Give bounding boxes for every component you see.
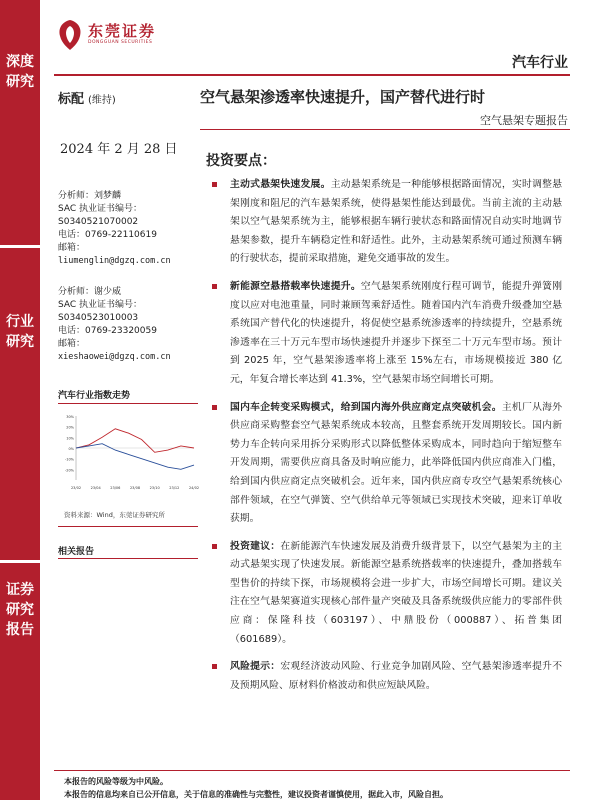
key-point [210, 278, 562, 390]
bullet-square-icon [212, 405, 217, 410]
footer-divider [54, 770, 570, 771]
report-subtitle: 空气悬架专题报告 [480, 114, 568, 127]
chart-title: 汽车行业指数走势 [58, 391, 131, 401]
sidebar-separator [0, 245, 40, 248]
analyst-sac-label: SAC 执业证书编号： [58, 300, 143, 310]
x-tick-label: 23/04 [90, 486, 101, 490]
rating-note: (维持) [88, 95, 116, 106]
company-logo [54, 18, 174, 54]
key-point-heading: 主动式悬架快速发展。 [230, 179, 331, 190]
footer-risk-level: 本报告的风险等级为中风险。 [64, 777, 168, 786]
analyst-column [58, 190, 198, 382]
key-point [210, 538, 562, 650]
key-points-list [210, 176, 562, 704]
sidebar-label-industry-research: 行业研究 [6, 314, 34, 350]
related-divider [58, 558, 198, 559]
analyst-sac: S0340521070002 [58, 217, 139, 227]
y-tick-label: 0% [68, 447, 74, 451]
key-point [210, 176, 562, 269]
footer-disclaimer: 本报告的信息均来自已公开信息，关于信息的准确性与完整性，建议投资者谨慎使用，据此入市，风险自担。 [64, 790, 448, 799]
analyst-phone: 电话：0769-22110619 [58, 230, 157, 240]
analyst-email-label: 邮箱： [58, 243, 86, 253]
x-tick-label: 23/10 [149, 486, 160, 490]
key-point-body: 宏观经济波动风险、行业竞争加剧风险、空气悬架渗透率提升不及预期风险、原材料价格波动和供应短缺风险。 [230, 661, 563, 691]
sidebar-label-deep-research: 深度研究 [6, 54, 34, 90]
rating-value: 标配 [58, 92, 85, 107]
section-title: 投资要点： [206, 153, 276, 169]
subtitle-divider [200, 129, 570, 130]
key-point-heading: 国内车企转变采购模式，给到国内海外供应商定点突破机会。 [230, 401, 502, 413]
analyst-email-label: 邮箱： [58, 339, 86, 349]
y-tick-label: 20% [66, 425, 74, 430]
key-point [210, 399, 562, 529]
y-tick-label: 30% [66, 415, 74, 419]
sidebar-separator [0, 560, 40, 563]
logo-emblem-icon [54, 18, 86, 52]
x-tick-label: 23/08 [129, 486, 141, 490]
x-tick-label: 24/02 [188, 486, 200, 490]
y-tick-label: 10% [66, 436, 74, 441]
chart-bottom-divider [58, 526, 198, 527]
key-point-heading: 新能源空悬搭载率快速提升。 [230, 280, 361, 292]
related-reports-title: 相关报告 [58, 547, 95, 557]
bullet-square-icon [212, 182, 217, 187]
analyst-card [58, 286, 198, 364]
analyst-email[interactable]: xieshaowei@dgzq.com.cn [58, 352, 171, 362]
logo-text-en: DONGGUAN SECURITIES [88, 40, 153, 45]
rating [58, 88, 116, 107]
y-tick-label: -20% [64, 468, 74, 473]
key-point-heading: 风险提示： [230, 661, 281, 673]
bullet-square-icon [212, 544, 217, 549]
x-tick-label: 23/12 [169, 486, 180, 490]
key-point [210, 658, 562, 695]
analyst-sac: S0340523010003 [58, 313, 139, 323]
analyst-name: 分析师：谢少威 [58, 287, 122, 297]
logo-text-cn: 东莞证券 [88, 22, 157, 40]
series-line-汽车 [76, 429, 194, 453]
x-tick-label: 23/06 [110, 486, 121, 490]
bullet-square-icon [212, 664, 217, 669]
report-date: 2024 年 2 月 28 日 [60, 142, 178, 157]
analyst-email[interactable]: liumenglin@dgzq.com.cn [58, 256, 171, 266]
x-tick-label: 23/02 [70, 486, 82, 490]
analyst-name: 分析师：刘梦麟 [58, 191, 122, 201]
industry-label: 汽车行业 [512, 55, 568, 71]
bullet-square-icon [212, 284, 217, 289]
index-trend-chart [58, 412, 198, 492]
sidebar-label-securities-report: 证券研究报告 [6, 582, 34, 638]
chart-source: 资料来源：Wind，东莞证券研究所 [64, 511, 165, 519]
chart-divider [58, 403, 198, 404]
y-tick-label: -10% [64, 457, 74, 462]
analyst-card [58, 190, 198, 268]
key-point-body: 在新能源汽车快速发展及消费升级背景下，以空气悬架为主的主动式悬架实现了快速发展。新能源空悬系统搭载率的快速提升，叠加搭载车型售价的持续下探，市场规模将会进一步扩大，市场空间增长可期。建议关注在空气悬架赛道实现核心部件量产突破及具备系统级供应能力的零部件供应商：保隆科技（603197）、中鼎股份（000887）、拓普集团（601689）。 [230, 540, 563, 645]
key-point-body: 空气悬架系统刚度行程可调节，能提升弹簧刚度以应对电池重量，同时兼顾驾乘舒适性。随着国内汽车消费升级叠加空悬系统国产替代化的快速提升，将促使空悬系统渗透率的持续提升，空悬系统渗透率在三十万元车型市场快速提升并逐步下探至二十万元车型市场。预计到 2025 年，空气悬架渗透率将上涨至 15%左右，市场规模接近 380 亿元，年复合增长率达到 41.3%，空气悬架市场空间增长可期。 [230, 280, 563, 385]
key-point-heading: 投资建议： [230, 540, 281, 552]
key-point-body: 主动悬架系统是一种能够根据路面情况，实时调整悬架刚度和阻尼的汽车悬架系统，使得悬架性能达到最优。当前主流的主动悬架以空气悬架系统为主，能够根据车辆行驶状态和路面情况自动实时地调节悬架参数，提升车辆稳定性和舒适性。此外，主动悬架系统可通过预测车辆的行驶状态，提前采取措施，避免交通事故的发生。 [230, 179, 563, 265]
key-point-body: 主机厂从海外供应商采购整套空气悬架系统成本较高，且整套系统开发周期较长。国内新势力车企转向采用拆分采购形式以降低整体采购成本，同时趋向于缩短整车开发周期，需要供应商具备及时响应能力，此举降低国内供应商准入门槛，给到国内供应商定点突破机会。近年来，国内供应商专攻空气悬架系统核心部件领域，在空气弹簧、空气供给单元等领域已实现技术突破，迎来订单收获期。 [230, 401, 563, 525]
header-divider [54, 74, 570, 76]
left-sidebar [0, 0, 40, 800]
analyst-sac-label: SAC 执业证书编号： [58, 204, 143, 214]
report-title: 空气悬架渗透率快速提升，国产替代进行时 [200, 88, 486, 106]
analyst-phone: 电话：0769-23320059 [58, 326, 157, 336]
